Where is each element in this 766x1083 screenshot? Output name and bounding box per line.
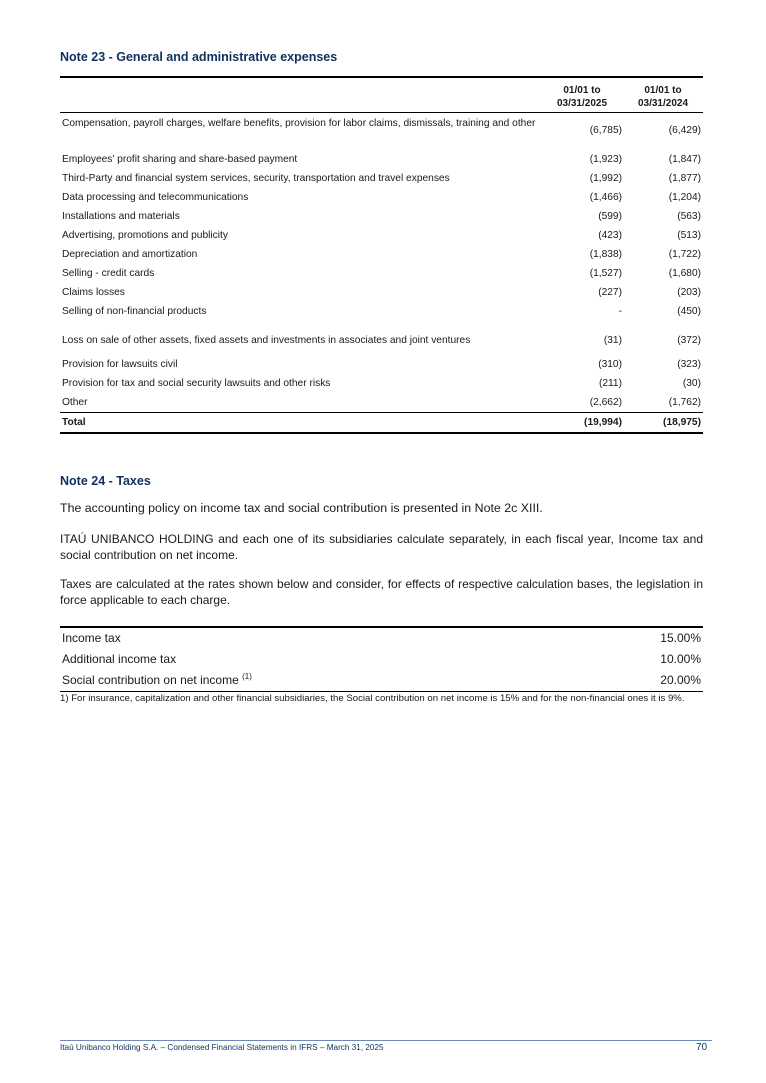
tax-rate-value: 10.00%: [660, 652, 701, 666]
tax-rate-row: [60, 628, 703, 649]
column-header-2024: 01/01 to 03/31/2024: [637, 85, 689, 109]
tax-paragraph-2: Taxes are calculated at the rates shown below and consider, for effects of respective calculation bases, the legislation in force applicable to each charge.: [60, 577, 703, 607]
expense-label: Advertising, promotions and publicity: [62, 230, 228, 241]
expense-label: Claims losses: [62, 287, 125, 298]
expense-row: [60, 393, 703, 412]
expense-value-2024: (563): [677, 211, 701, 222]
expense-value-2024: (323): [677, 359, 701, 370]
expense-row: [60, 245, 703, 264]
expenses-rows: [60, 113, 703, 412]
expense-row: [60, 374, 703, 393]
expense-label: Third-Party and financial system services, security, transportation and travel expenses: [62, 173, 450, 184]
expense-value-2025: (310): [598, 359, 622, 370]
tax-footnote: 1) For insurance, capitalization and other financial subsidiaries, the Social contribution on net income is 15% and for the non-financial ones it is 9%.: [60, 693, 685, 704]
expense-value-2024: (203): [677, 287, 701, 298]
expense-row: [60, 207, 703, 226]
expense-row: [60, 302, 703, 325]
expense-value-2024: (30): [682, 378, 701, 389]
expense-value-2024: (450): [677, 306, 701, 317]
expense-row: [60, 226, 703, 245]
expense-value-2024: (1,877): [668, 173, 701, 184]
expense-value-2025: (31): [603, 335, 622, 346]
expense-value-2024: (1,680): [668, 268, 701, 279]
expense-row: [60, 325, 703, 355]
expense-label: Compensation, payroll charges, welfare benefits, provision for labor claims, dismissals, training and other: [62, 118, 536, 129]
tax-rate-row: [60, 670, 703, 691]
expense-label: Loss on sale of other assets, fixed assets and investments in associates and joint ventures: [62, 335, 471, 346]
expense-label: Selling - credit cards: [62, 268, 155, 279]
total-value-2025: (19,994): [584, 417, 622, 428]
expense-value-2025: (2,662): [589, 397, 622, 408]
expense-label: Installations and materials: [62, 211, 180, 222]
expense-row: [60, 169, 703, 188]
total-label: Total: [62, 417, 86, 428]
expense-value-2024: (6,429): [668, 125, 701, 136]
expense-row: [60, 150, 703, 169]
tax-rate-label: Income tax: [62, 631, 121, 645]
expense-label: Provision for lawsuits civil: [62, 359, 178, 370]
expense-label: Other: [62, 397, 88, 408]
expenses-total-row: [60, 412, 703, 434]
expense-value-2025: (1,466): [589, 192, 622, 203]
expense-value-2025: (1,923): [589, 154, 622, 165]
expense-value-2025: -: [618, 306, 622, 317]
tax-rate-row: [60, 649, 703, 670]
expense-row: [60, 355, 703, 374]
expenses-table-header: [60, 78, 703, 113]
expenses-table: [60, 76, 703, 434]
page-number: 70: [696, 1042, 708, 1053]
expense-row: [60, 188, 703, 207]
tax-paragraph-1: ITAÚ UNIBANCO HOLDING and each one of its subsidiaries calculate separately, in each fiscal year, Income tax and social contribution on net income.: [60, 532, 703, 562]
expense-label: Depreciation and amortization: [62, 249, 198, 260]
expense-value-2024: (1,847): [668, 154, 701, 165]
expense-label: Employees' profit sharing and share-based payment: [62, 154, 298, 165]
expense-value-2025: (1,992): [589, 173, 622, 184]
tax-rate-value: 20.00%: [660, 673, 701, 687]
note-24-title: Note 24 - Taxes: [60, 474, 151, 488]
tax-rate-label: Social contribution on net income: [62, 673, 239, 687]
expense-row: [60, 264, 703, 283]
expense-value-2025: (599): [598, 211, 622, 222]
expense-row: [60, 113, 703, 150]
expense-label: Provision for tax and social security lawsuits and other risks: [62, 378, 331, 389]
tax-rate-label: Additional income tax: [62, 652, 177, 666]
expense-value-2024: (513): [677, 230, 701, 241]
expense-value-2025: (1,527): [589, 268, 622, 279]
expense-value-2024: (1,204): [668, 192, 701, 203]
expense-label: Data processing and telecommunications: [62, 192, 249, 203]
footer-divider: [60, 1040, 712, 1041]
column-header-2025: 01/01 to 03/31/2025: [556, 85, 608, 109]
expense-value-2025: (227): [598, 287, 622, 298]
expense-value-2025: (211): [598, 378, 622, 389]
tax-rate-value: 15.00%: [660, 631, 701, 645]
tax-policy-intro: The accounting policy on income tax and social contribution is presented in Note 2c XIII.: [60, 501, 543, 515]
expense-value-2024: (1,722): [668, 249, 701, 260]
expense-value-2024: (372): [677, 335, 701, 346]
expense-label: Selling of non-financial products: [62, 306, 207, 317]
expense-value-2025: (1,838): [589, 249, 622, 260]
tax-rates-table: [60, 626, 703, 692]
total-value-2024: (18,975): [663, 417, 701, 428]
footnote-marker: (1): [242, 672, 252, 681]
expense-value-2025: (423): [598, 230, 622, 241]
expense-value-2024: (1,762): [668, 397, 701, 408]
note-23-title: Note 23 - General and administrative expenses: [60, 50, 338, 64]
expense-row: [60, 283, 703, 302]
footer-text: Itaú Unibanco Holding S.A. – Condensed Financial Statements in IFRS – March 31, 2025: [60, 1043, 384, 1052]
expense-value-2025: (6,785): [589, 125, 622, 136]
